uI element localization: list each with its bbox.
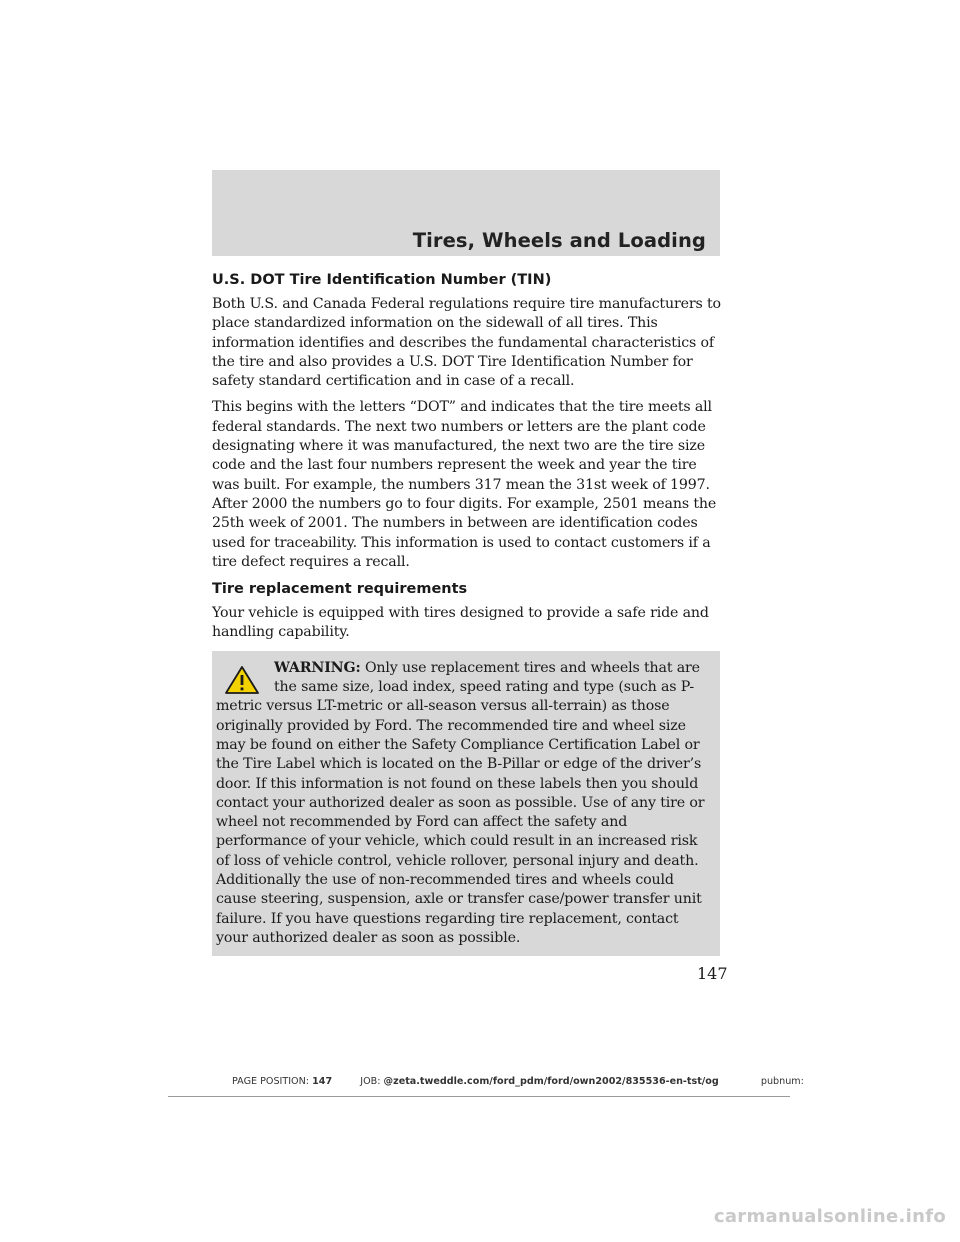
paragraph-tin-2: This begins with the letters “DOT” and indicates that the tire meets all federal standards. The next two numbers or letters are the plant code designating where it was manufactured, the next two are the tire size code and the last four numbers represent the week and year the tire was built. For example, the numbers 317 mean the 31st week of 1997. After 2000 the numbers go to four digits. For example, 2501 means the 25th week of 2001. The numbers in between are identification codes used for traceability. This information is used to contact customers if a tire defect requires a recall.	[212, 399, 717, 570]
chapter-title: Tires, Wheels and Loading	[412, 229, 706, 252]
warning-text: Only use replacement tires and wheels that are the same size, load index, speed rating and type (such as P-metric versus LT-metric or all-season versus all-terrain) as those originally provided by Ford. The recommended tire and wheel size may be found on either the Safety Compliance Certification Label or the Tire Label which is located on the B-Pillar or edge of the driver’s door. If this information is not found on these labels then you should contact your authorized dealer as soon as possible. Use of any tire or wheel not recommended by Ford can affect the safety and performance of your vehicle, which could result in an increased risk of loss of vehicle control, vehicle rollover, personal injury and death. Additionally the use of non-recommended tires and wheels could cause steering, suspension, axle or transfer case/power transfer unit failure. If you have questions regarding tire replacement, contact your authorized dealer as soon as possible.	[216, 659, 705, 946]
warning-box	[212, 651, 720, 956]
footer-job-label: JOB:	[360, 1076, 381, 1087]
warning-triangle-icon	[224, 665, 260, 695]
warning-label: WARNING:	[274, 659, 361, 676]
footer-divider	[168, 1096, 790, 1097]
page-content	[212, 270, 722, 956]
header-band	[212, 170, 720, 256]
footer-position-label: PAGE POSITION:	[232, 1076, 310, 1087]
page-number: 147	[697, 964, 728, 983]
footer-job-value: @zeta.tweddle.com/ford_pdm/ford/own2002/835536-en-tst/og	[383, 1076, 719, 1087]
print-footer	[232, 1076, 804, 1087]
footer-pubnum-label: pubnum:	[760, 1076, 804, 1087]
watermark: carmanualsonline.info	[713, 1206, 946, 1227]
section-heading-tin: U.S. DOT Tire Identification Number (TIN)	[212, 272, 552, 288]
paragraph-replacement-1: Your vehicle is equipped with tires designed to provide a safe ride and handling capability.	[212, 605, 709, 641]
footer-position-value: 147	[312, 1076, 333, 1087]
paragraph-tin-1: Both U.S. and Canada Federal regulations require tire manufacturers to place standardized information on the sidewall of all tires. This information identifies and describes the fundamental characteristics of the tire and also provides a U.S. DOT Tire Identification Number for safety standard certification and in case of a recall.	[212, 296, 721, 390]
section-heading-replacement: Tire replacement requirements	[212, 581, 468, 598]
